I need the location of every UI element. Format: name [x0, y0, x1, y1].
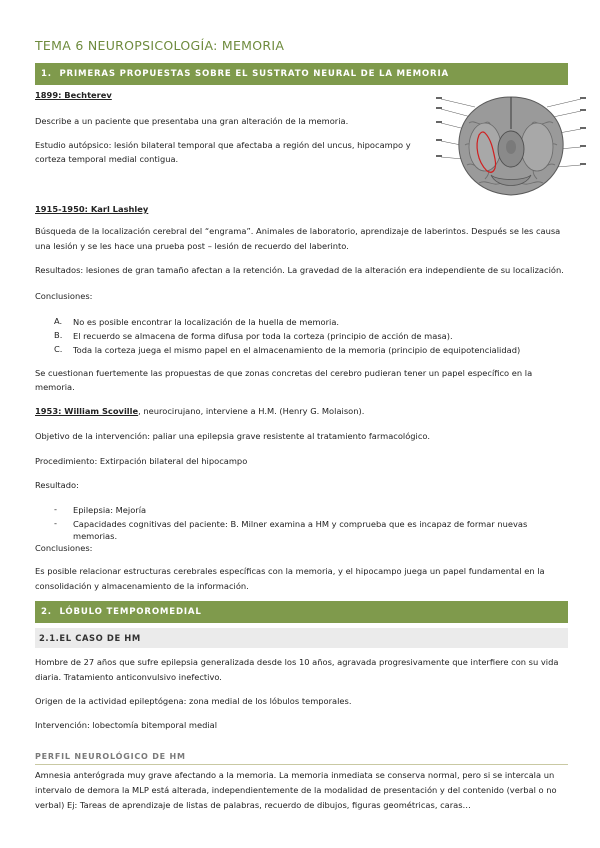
section-2-heading-bar [35, 601, 568, 623]
scoville-heading: 1953: William Scoville [35, 406, 139, 416]
hm-paragraph-1a: Hombre de 27 años que sufre epilepsia generalizada desde los 10 años, agravada progresivamente que interfiere con su vida [35, 657, 559, 667]
subsection-2-1-heading: EL CASO DE HM [59, 633, 141, 643]
list-marker: A. [54, 316, 63, 326]
list-marker: B. [54, 330, 63, 340]
lashley-paragraph-4a: Se cuestionan fuertemente las propuestas de que zonas concretas del cerebro pudieran tener un papel específico en la [35, 368, 533, 378]
scoville-objective: Objetivo de la intervención: paliar una epilepsia grave resistente al tratamiento farmacológico. [35, 431, 430, 441]
scoville-heading-rest: , neurocirujano, interviene a H.M. (Henry G. Molaison). [138, 406, 365, 416]
lashley-conclusions-label: Conclusiones: [35, 291, 93, 301]
scoville-procedure: Procedimiento: Extirpación bilateral del hipocampo [35, 456, 248, 466]
hm-paragraph-1b: diaria. Tratamiento anticonvulsivo inefectivo. [35, 672, 222, 682]
section-1-heading: PRIMERAS PROPUESTAS SOBRE EL SUSTRATO NEURAL DE LA MEMORIA [59, 69, 449, 79]
bechterev-paragraph-2b: corteza temporal medial contigua. [35, 154, 179, 164]
lashley-results: Resultados: lesiones de gran tamaño afectan a la retención. La gravedad de la alteración era independiente de su localización. [35, 265, 564, 275]
brain-inferior-view-image [435, 89, 587, 201]
list-marker: - [54, 518, 57, 528]
section-2-number: 2. [41, 607, 52, 617]
perfil-paragraph-1a: Amnesia anterógrada muy grave afectando a la memoria. La memoria inmediata se conserva normal, pero si se intercala un [35, 770, 555, 780]
section-2-heading: LÓBULO TEMPOROMEDIAL [59, 607, 202, 617]
bechterev-paragraph-2a: Estudio autópsico: lesión bilateral temporal que afectaba a región del uncus, hipocampo y [35, 140, 411, 150]
perfil-paragraph-1c: verbal) Ej: Tareas de aprendizaje de listas de palabras, recuerdo de dibujos, figuras geométricas, caras… [35, 800, 471, 810]
scoville-paragraph-5a: Es posible relacionar estructuras cerebrales específicas con la memoria, y el hipocampo juega un papel fundamental en la [35, 566, 545, 576]
section-1-number: 1. [41, 69, 52, 79]
list-marker: C. [54, 344, 63, 354]
subsection-2-1-number: 2.1. [39, 633, 60, 643]
scoville-paragraph-5b: consolidación y almacenamiento de la información. [35, 581, 249, 591]
scoville-conclusions-label: Conclusiones: [35, 543, 93, 553]
list-item: El recuerdo se almacena de forma difusa por toda la corteza (principio de acción de masa). [73, 331, 453, 341]
lashley-paragraph-1b: una lesión y se les hace una prueba post – lesión de recuerdo del laberinto. [35, 241, 349, 251]
bechterev-paragraph-1: Describe a un paciente que presentaba una gran alteración de la memoria. [35, 116, 349, 126]
list-item: Epilepsia: Mejoría [73, 505, 147, 515]
subsection-heading-perfil: PERFIL NEUROLÓGICO DE HM [35, 752, 568, 765]
bechterev-heading: 1899: Bechterev [35, 90, 112, 100]
scoville-heading-line [35, 404, 364, 419]
list-item: Capacidades cognitivas del paciente: B. Milner examina a HM y comprueba que es incapaz de formar nuevas memorias. [73, 519, 528, 541]
document-title: TEMA 6 NEUROPSICOLOGÍA: MEMORIA [35, 38, 285, 53]
lashley-paragraph-1a: Búsqueda de la localización cerebral del “engrama”. Animales de laboratorio, aprendizaje de laberintos. Después se les causa [35, 226, 561, 236]
section-1-heading-bar [35, 63, 568, 85]
list-item: No es posible encontrar la localización de la huella de memoria. [73, 317, 340, 327]
list-marker: - [54, 504, 57, 514]
list-item: Toda la corteza juega el mismo papel en el almacenamiento de la memoria (principio de equipotencialidad) [73, 345, 521, 355]
lashley-heading: 1915-1950: Karl Lashley [35, 204, 149, 214]
subsection-2-1-bar [35, 628, 568, 648]
hm-paragraph-2: Origen de la actividad epileptógena: zona medial de los lóbulos temporales. [35, 696, 352, 706]
hm-paragraph-3: Intervención: lobectomía bitemporal medial [35, 720, 218, 730]
scoville-result-label: Resultado: [35, 480, 79, 490]
lashley-paragraph-4b: memoria. [35, 382, 75, 392]
perfil-paragraph-1b: intervalo de demora la MLP está alterada, independientemente de la modalidad de presentación y del contenido (verbal o no [35, 785, 557, 795]
